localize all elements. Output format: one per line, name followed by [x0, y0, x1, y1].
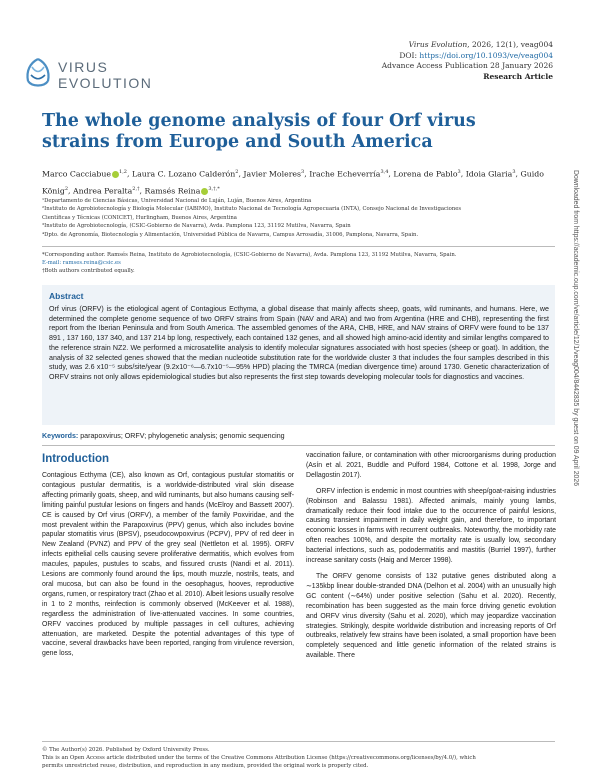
affiliation: ¹Departamento de Ciencias Básicas, Universidad Nacional de Luján, Luján, Buenos Aires, Argentina [42, 198, 312, 204]
advance-access: Advance Access Publication 28 January 2026 [381, 61, 553, 70]
affiliation: ²Instituto de Agrobiotecnología y Biología Molecular (IABIMO), Instituto Nacional de Tecnología Agropecuaria (INTA), Consejo Nacional de Investigaciones [42, 206, 462, 213]
author-name: Ramsés Reina [144, 186, 201, 196]
affiliations [42, 197, 557, 239]
article-title: The whole genome analysis of four Orf virus strains from Europe and South America [42, 111, 476, 152]
author-name: Andrea Peralta [72, 186, 133, 196]
intro-heading: Introduction [42, 453, 110, 465]
doi-line: DOI: https://doi.org/10.1093/ve/veag004 [399, 50, 553, 60]
author-name: Lorena de Pablo [393, 169, 458, 179]
author-affiliation-sup: 3,†,* [208, 185, 220, 192]
author-affiliation-sup: 3,4 [380, 169, 389, 175]
virus-logo-icon [22, 57, 54, 91]
affiliation: ³Instituto de Agrobiotecnología, (CSIC-Gobierno de Navarra), Avda. Pamplona 123, 31192 Mutilva, Navarra, Spain [42, 223, 351, 230]
abstract-heading: Abstract [49, 291, 84, 301]
divider [42, 246, 555, 247]
corresponding-author: *Corresponding author. Ramsés Reina, Instituto de Agrobiotecnología, (CSIC-Gobierno de Navarra), Avda. Pamplona 123, 31192 Mutilva, Navarra, Spain. [42, 252, 457, 258]
author-name: Javier Moleres [243, 169, 302, 179]
affiliation: ⁴Dpto. de Agronomía, Biotecnología y Alimentación, Universidad Pública de Navarra, Campus Arrosadía, 31006, Pamplona, Navarra, Spain. [42, 231, 419, 238]
journal-info [382, 40, 553, 82]
paragraph: The ORFV genome consists of 132 putative genes distributed along a ∼135kbp linear double-stranded DNA (Delhon et al. 2004) with an unusually high GC content (∼64%) under positive selection (Sahu et al. 2020). Recently, recombination has been suggested as the main force driving genetic evolution and ORFV virus diversity (Sahu et al. 2020), which may jeopardize vaccination strategies. Strikingly, despite worldwide distribution and increasing reports of Orf outbreaks, relatively few strains have been isolated, a small proportion have been completely sequenced and little genetic information of the related strains is available. There [306, 572, 556, 660]
intro-column-left [42, 471, 294, 659]
divider [42, 741, 555, 742]
keywords-text: parapoxvirus; ORFV; phylogenetic analysis; genomic sequencing [78, 432, 285, 440]
author-affiliation-sup: 2,† [132, 185, 140, 192]
author-notes [42, 251, 557, 276]
email-link[interactable]: E-mail: ramses.reina@csic.es [42, 260, 121, 267]
author-affiliation-sup: 3 [457, 169, 461, 175]
license-footer [42, 746, 555, 771]
logo-text-evolution: EVOLUTION [58, 75, 153, 91]
author-name: Idoia Glaria [465, 169, 513, 179]
keywords-label: Keywords: [42, 432, 79, 440]
license-text: This is an Open Access article distributed under the terms of the Creative Commons Attribution License (https://creativecommons.org/licenses/by/4.0/), which [42, 755, 476, 762]
license-text: permits unrestricted reuse, distribution, and reproduction in any medium, provided the original work is properly cited. [42, 763, 369, 770]
author-affiliation-sup: 3 [512, 169, 516, 175]
keywords-line [42, 432, 555, 440]
author-name: Guido König [42, 169, 544, 196]
paragraph: ORFV infection is endemic in most countries with sheep/goat-raising industries (Robinson and Balassu 1981). Affected animals, mainly young lambs, dramatically reduce their food intake due to the occurrence of painful lesions, causing transient impairment in daily weight gain, and therefore, to important economic losses in farms with recurrent outbreaks. Noteworthy, the morbidity rate often reaches 100%, and despite the mortality rate is usually low, secondary bacterial infections, such as, pododermatitis and mastitis (Burriel 1997), further increase sanitary costs (Haig and Mercer 1998). [306, 487, 556, 565]
affiliation: Científicas y Técnicas (CONICET), Hurlingham, Buenos Aires, Argentina [42, 214, 237, 221]
copyright: © The Author(s) 2026. Published by Oxford University Press. [42, 747, 210, 753]
author-name: Irache Echeverría [309, 169, 381, 179]
paragraph: vaccination failure, or contamination with other microorganisms during production (Asín et al. 2021, Buddle and Pulford 1984, Cottone et al. 1998, Jorge and Dellagostin 2017). [306, 452, 556, 479]
paragraph: Contagious Ecthyma (CE), also known as Orf, contagious pustular stomatitis or contagious pustular dermatitis, is a worldwide-distributed viral skin disease affecting primarily goats, sheep, and wild ruminants, but also humans causing self-limiting painful pustular lesions on fingers and hands (McElroy and Bassett 2007). CE is caused by Orf virus (ORFV), a member of the family Poxviridae, and the most prevalent within the Parapoxvirus (PPV) genus, which also includes bovine papular stomatitis virus (BPSV), pseudocowpoxvirus (PCPV), PPV of red deer in New Zealand (PVNZ) and PPV of the grey seal (Nettleton et al. 1995). ORFV infects epithelial cells causing severe proliferative dermatitis, which evolves from macules, papules, pustules to scabs, and fissured crusts (Nandi et al. 2011). Lesions are commonly found around the lips, mouth muzzle, nostrils, teats, and oral mucosa, but can also be found in the oesophagus, hooves, reproductive organs, rumen, or respiratory tract (Zhao et al. 2010). Albeit lesions usually resolve in 1 to 2 months, reinfection is commonly observed (McKeever et al. 1988), regardless the administration of live-attenuated vaccines. In some countries, ORFV vaccines produced by multiple passages in cell cultures, achieving attenuation, are marketed. Despite the potential advantages of this type of vaccine, several drawbacks have been reported, ranging from virulence reversion, gene loss, [42, 472, 295, 658]
author-affiliation-sup: 2 [235, 169, 239, 175]
article-type: Research Article [483, 71, 553, 81]
orcid-icon[interactable] [112, 171, 119, 178]
divider [42, 445, 555, 446]
abstract-text: Orf virus (ORFV) is the etiological agent of Contagious Ecthyma, a global disease that mainly affects sheep, goats, wild ruminants, and humans. Here, we determined the complete genome sequence of two ORFV strains from Spain (NAV and ARA) and two from Argentina (HRE and CHB), representing the first report from the Iberian Peninsula and from South America. The assembled genomes of the ARA, CHB, HRE, and NAV strains of ORFV were found to be 137 891 , 137 160, 137 340, and 137 214 bp long, respectively, each contained 132 genes, and all showed high amino-acid identity and similar lengths compared to the reference strain NZ2. We performed a microsatellite analysis to identify molecular signatures associated with host species (sheep or goat). In addition, the analysis of 32 selected genes showed that the median nucleotide substitution rate for the worldwide cluster 3 that includes the four samples described in this study, was 2.6 x10⁻⁵ subs/site/year (9.2x10⁻⁶—6.7x10⁻⁵—95% HPD) placing the TMRCA (median divergence time) around 1730. Genetic characterization of ORFV strains not only allows epidemiological studies but also represents the first step towards developing molecular tools for diagnostics and vaccines. [49, 305, 549, 381]
author-affiliation-sup: 3 [301, 169, 305, 175]
author-name: Laura C. Lozano Calderón [131, 169, 236, 179]
journal-logo [22, 55, 172, 95]
author-list: Marco Cacciabue $^{1,2}$, Laura C. Lozano Calderón$^2$, Javier Moleres$^3$, Irache Echeverría$^{3,4}$, Lorena de Pablo$^3$, Idoia Glaria$^3$, Guido König$^2$, Andrea Peralta$^{2,\dagger}$, Ramsés Reina $^{3,\dagger,*}$ [42, 169, 544, 196]
download-side-note: Downloaded from https://academic.oup.com/ve/article/12/1/veag004/8442835 by guest on 09 April 2026 [572, 170, 579, 487]
logo-text-virus: VIRUS [58, 59, 109, 75]
author-affiliation-sup: 2 [64, 185, 69, 192]
journal-citation: Virus Evolution, 2026, 12(1), veag004 [408, 40, 553, 49]
author-name: Marco Cacciabue [42, 169, 112, 179]
doi-link[interactable]: https://doi.org/10.1093/ve/veag004 [419, 50, 553, 60]
author-affiliation-sup: 1,2 [119, 169, 127, 175]
intro-column-right [306, 451, 556, 661]
equal-contribution-note: †Both authors contributed equally. [42, 268, 135, 275]
